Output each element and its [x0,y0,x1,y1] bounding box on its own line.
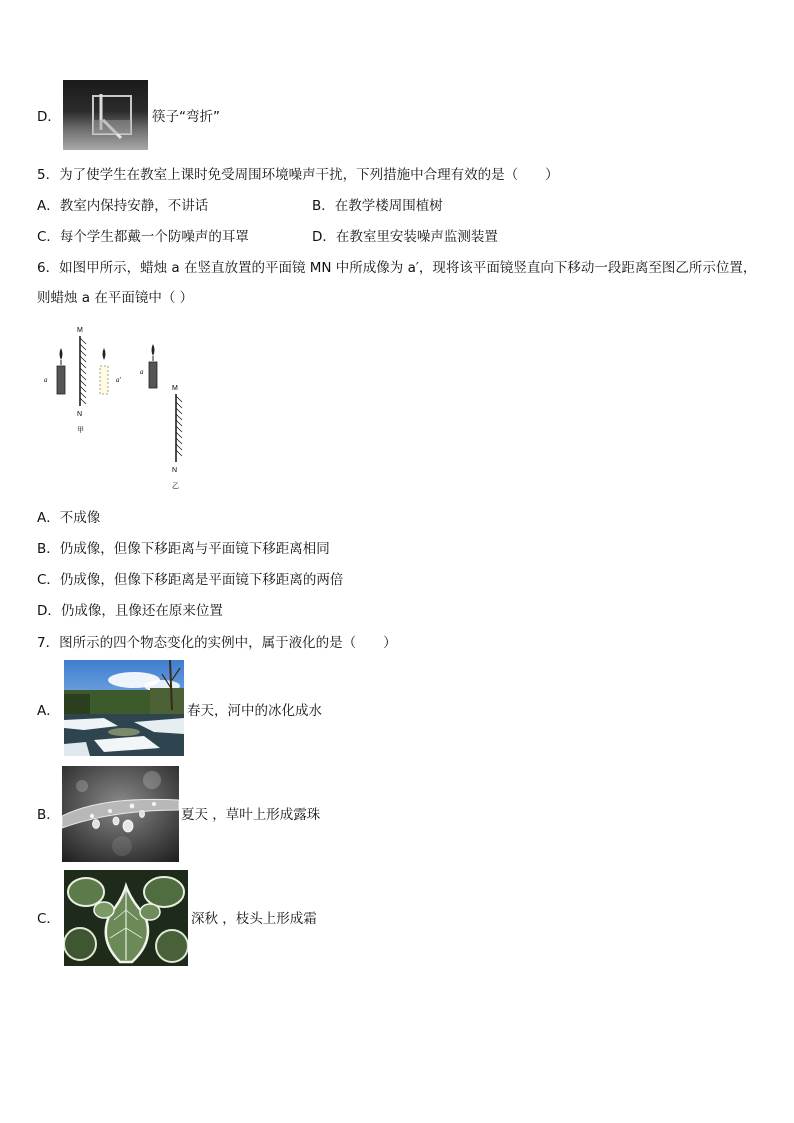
candle-a-body [57,366,65,394]
chopsticks-glass-graphic [63,80,148,150]
candle-a2-flame [152,344,155,356]
caption-jia: 甲 [77,426,84,434]
mirror-candle-figure [40,322,200,497]
frost-on-leaves-photo [64,870,188,966]
melting-river-graphic [64,660,184,756]
q7-option-c-caption: 深秋 ，枝头上形成霜 [191,911,317,927]
caption-yi: 乙 [172,482,179,490]
candle-a2-body [149,362,157,388]
q7-option-b-caption: 夏天 ，草叶上形成露珠 [181,807,321,823]
q7-option-a-letter: A． [37,703,60,719]
image-a-flame [103,348,106,360]
q5-stem: 5．为了使学生在教室上课时免受周围环境噪声干扰，下列措施中合理有效的是（ ） [37,167,559,183]
mirror-jia-hatching [80,338,86,404]
q6-option-a: A．不成像 [37,510,101,526]
label-n-yi: N [172,467,178,474]
q5-option-d: D．在教室里安装噪声监测装置 [312,229,498,245]
q4-option-d-letter: D． [37,109,61,125]
label-m-jia: M [77,327,83,334]
q7-option-b-letter: B． [37,807,60,823]
label-a-yi: a [140,368,144,376]
image-a-body [100,366,108,394]
q4-option-d-caption: 筷子“弯折” [152,109,220,125]
q6-option-d: D．仍成像，且像还在原来位置 [37,603,223,619]
mirror-yi-hatching [176,396,182,456]
label-m-yi: M [172,385,178,392]
dew-on-leaf-photo [62,766,179,862]
frost-on-leaves-graphic [64,870,188,966]
q5-option-b: B．在教学楼周围植树 [312,198,443,214]
label-n-jia: N [77,411,83,418]
melting-river-photo [64,660,184,756]
label-a-image: a' [116,376,121,384]
candle-a-flame [60,348,63,360]
chopsticks-photo [63,80,148,150]
label-a-jia: a [44,376,48,384]
q5-option-a: A．教室内保持安静，不讲话 [37,198,209,214]
q6-stem-line2: 则蜡烛 a 在平面镜中（ ） [37,290,194,306]
q5-option-c: C．每个学生都戴一个防噪声的耳罩 [37,229,249,245]
q7-option-a-caption: 春天，河中的冰化成水 [187,703,322,719]
figure-jia [44,327,122,434]
q6-option-c: C．仍成像，但像下移距离是平面镜下移距离的两倍 [37,572,344,588]
q6-option-b: B．仍成像，但像下移距离与平面镜下移距离相同 [37,541,330,557]
q7-option-c-letter: C． [37,911,60,927]
dew-on-leaf-graphic [62,766,179,862]
q6-stem-line1: 6．如图甲所示，蜡烛 a 在竖直放置的平面镜 MN 中所成像为 a′，现将该平面镜竖直向下移动一段距离至图乙所示位置， [37,260,757,276]
q7-stem: 7．图所示的四个物态变化的实例中，属于液化的是（ ） [37,635,397,651]
figure-yi [140,344,182,490]
